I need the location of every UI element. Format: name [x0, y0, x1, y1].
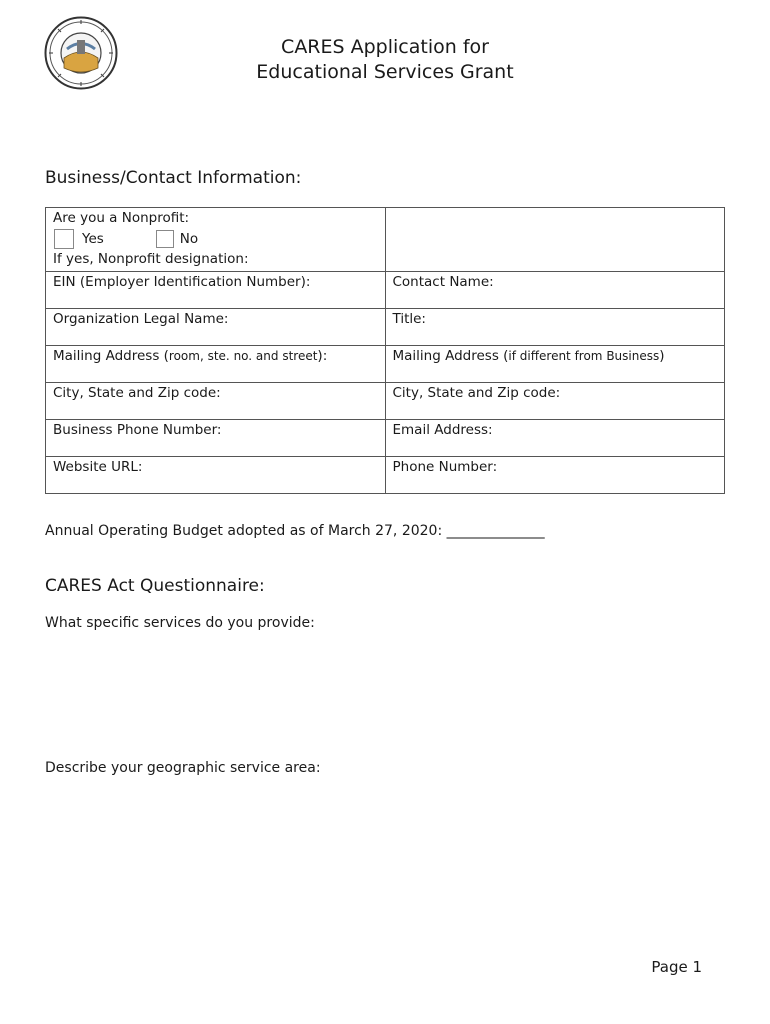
page-number: Page 1	[651, 958, 702, 976]
yes-label: Yes	[82, 231, 104, 247]
business-contact-table	[45, 207, 725, 494]
nonprofit-designation-label: If yes, Nonprofit designation:	[53, 251, 249, 267]
contact-mailing-address-note: if different from Business	[508, 349, 660, 363]
nonprofit-blank-cell[interactable]	[385, 208, 725, 272]
contact-name-field[interactable]: Contact Name:	[385, 272, 725, 309]
yes-checkbox[interactable]	[54, 229, 74, 249]
services-question: What specific services do you provide:	[45, 615, 315, 631]
table-row	[46, 309, 725, 346]
table-row	[46, 346, 725, 383]
table-row	[46, 383, 725, 420]
nonprofit-row	[46, 208, 725, 272]
title-field[interactable]: Title:	[385, 309, 725, 346]
phone-number-field[interactable]: Phone Number:	[385, 457, 725, 494]
business-phone-field[interactable]: Business Phone Number:	[46, 420, 386, 457]
mailing-address-label: Mailing Address (	[53, 348, 169, 364]
business-section-heading: Business/Contact Information:	[45, 168, 302, 188]
table-row	[46, 420, 725, 457]
mailing-address-field[interactable]	[46, 346, 386, 383]
email-address-field[interactable]: Email Address:	[385, 420, 725, 457]
title-line-1: CARES Application for	[281, 36, 489, 58]
nonprofit-cell	[46, 208, 386, 272]
mailing-address-note: room, ste. no. and street	[168, 349, 318, 363]
annual-budget-field[interactable]: Annual Operating Budget adopted as of March 27, 2020: ______________	[45, 523, 545, 539]
contact-mailing-address-label: Mailing Address (	[392, 348, 509, 364]
nonprofit-options	[54, 228, 378, 250]
document-title	[0, 35, 770, 85]
website-url-field[interactable]: Website URL:	[46, 457, 386, 494]
no-checkbox[interactable]	[156, 230, 174, 248]
contact-mailing-address-end: )	[659, 348, 665, 364]
no-label: No	[179, 231, 199, 247]
title-line-2: Educational Services Grant	[256, 61, 514, 83]
city-state-zip-field[interactable]: City, State and Zip code:	[46, 383, 386, 420]
organization-legal-name-field[interactable]: Organization Legal Name:	[46, 309, 386, 346]
contact-mailing-address-field[interactable]	[385, 346, 725, 383]
ein-field[interactable]: EIN (Employer Identification Number):	[46, 272, 386, 309]
service-area-question: Describe your geographic service area:	[45, 760, 321, 776]
nonprofit-question: Are you a Nonprofit:	[53, 210, 190, 226]
cares-section-heading: CARES Act Questionnaire:	[45, 576, 265, 596]
contact-city-state-zip-field[interactable]: City, State and Zip code:	[385, 383, 725, 420]
table-row	[46, 272, 725, 309]
table-row	[46, 457, 725, 494]
mailing-address-end: ):	[317, 348, 328, 364]
